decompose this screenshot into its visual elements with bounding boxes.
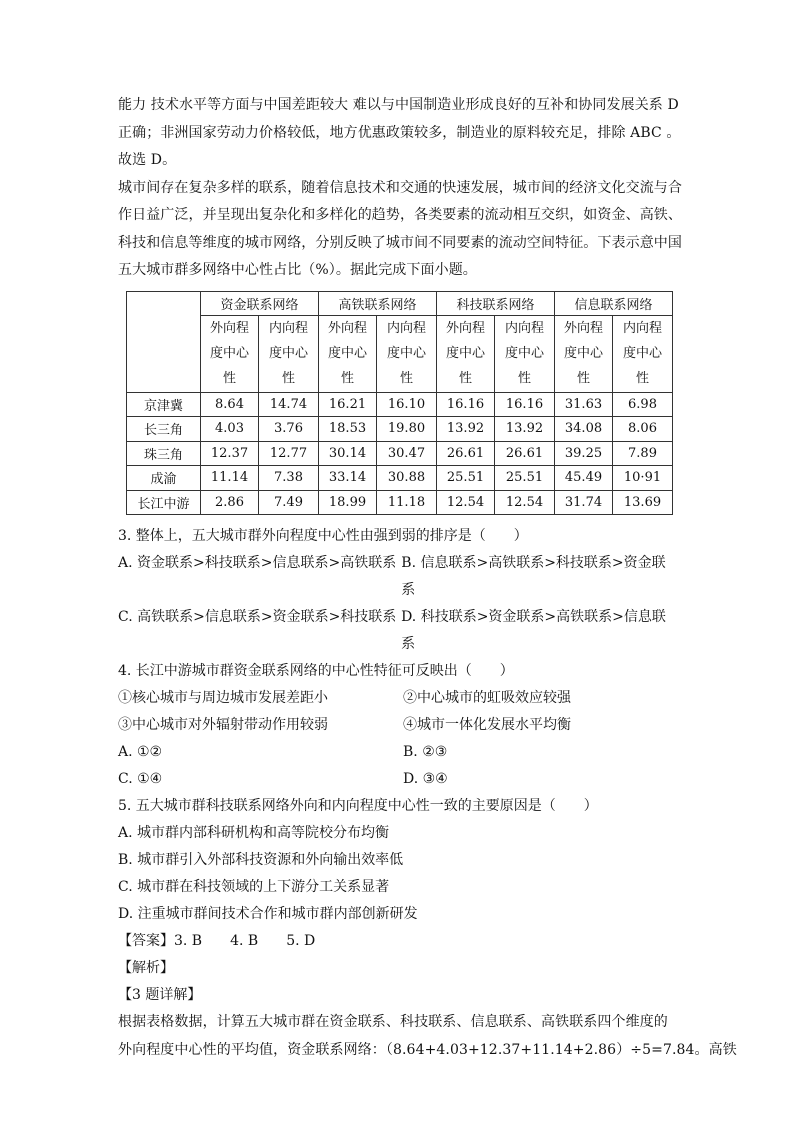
table-cell: 31.63 (555, 392, 613, 417)
question-5 (118, 793, 678, 928)
option-c: C. 城市群在科技领域的上下游分工关系显著 (118, 879, 390, 895)
intro-text (118, 92, 682, 285)
table-cell: 39.25 (555, 441, 613, 466)
table-cell: 33.14 (319, 466, 377, 491)
table-row (127, 417, 673, 442)
table-cell: 11.18 (377, 490, 437, 515)
text-line: 故选 D。 (118, 152, 177, 168)
table-cell: 7.89 (613, 441, 673, 466)
row-label: 长三角 (127, 417, 201, 442)
answer-line: 【答案】3. B 4. B 5. D (118, 933, 316, 949)
table-cell: 13.92 (495, 417, 555, 442)
table-cell: 11.14 (201, 466, 259, 491)
option-a: A. ①② (118, 744, 163, 760)
table-cell: 31.74 (555, 490, 613, 515)
table-cell: 34.08 (555, 417, 613, 442)
table-cell: 8.64 (201, 392, 259, 417)
table-cell: 12.54 (495, 490, 555, 515)
table-cell: 16.16 (437, 392, 495, 417)
statement-4: ④城市一体化发展水平均衡 (403, 717, 571, 733)
table-cell: 7.49 (259, 490, 319, 515)
table-cell: 12.77 (259, 441, 319, 466)
option-d: D. ③④ (403, 771, 448, 787)
question-stem: 3. 整体上，五大城市群外向程度中心性由强到弱的排序是（ ） (118, 528, 528, 544)
table-cell: 7.38 (259, 466, 319, 491)
option-b: B. ②③ (403, 744, 448, 760)
option-d: D. 科技联系>资金联系>高铁联系>信息联系 (401, 609, 666, 652)
row-label: 长江中游 (127, 490, 201, 515)
column-group-header: 科技联系网络 (437, 291, 555, 315)
table-row (127, 490, 673, 515)
column-group-header: 信息联系网络 (555, 291, 673, 315)
option-row (118, 766, 678, 793)
column-subheader: 外向程 度中心 性 (437, 315, 495, 392)
table-body (127, 392, 673, 515)
column-subheader: 内向程 度中心 性 (377, 315, 437, 392)
question-3 (118, 523, 678, 658)
text-line: 科技和信息等维度的城市网络，分别反映了城市间不同要素的流动空间特征。下表示意中国 (118, 234, 682, 251)
text-line: 外向程度中心性的平均值，资金联系网络：（8.64+4.03+12.37+11.14+2.86）÷5=7.84。高铁 (118, 1041, 737, 1058)
table-cell: 18.99 (319, 490, 377, 515)
statement-3: ③中心城市对外辐射带动作用较弱 (118, 717, 328, 733)
table-cell: 3.76 (259, 417, 319, 442)
text-line: 正确；非洲国家劳动力价格较低，地方优惠政策较多，制造业的原料较充足，排除 ABC 。 (118, 124, 681, 141)
option-row (118, 604, 678, 658)
detail-heading: 【3 题详解】 (118, 987, 202, 1003)
table-cell: 8.06 (613, 417, 673, 442)
statement-2: ②中心城市的虹吸效应较强 (403, 690, 571, 706)
table-header-row (127, 291, 673, 315)
option-c: C. ①④ (118, 771, 163, 787)
table-cell: 26.61 (437, 441, 495, 466)
table-cell: 25.51 (495, 466, 555, 491)
table-cell: 14.74 (259, 392, 319, 417)
statement-1: ①核心城市与周边城市发展差距小 (118, 690, 328, 706)
table-cell: 19.80 (377, 417, 437, 442)
table-cell: 16.21 (319, 392, 377, 417)
analysis-heading: 【解析】 (118, 960, 174, 976)
table-cell: 10·91 (613, 466, 673, 491)
table-corner-cell (127, 291, 201, 392)
table-cell: 30.47 (377, 441, 437, 466)
column-subheader: 外向程 度中心 性 (555, 315, 613, 392)
table-cell: 13.69 (613, 490, 673, 515)
option-row (118, 739, 678, 766)
column-subheader: 外向程 度中心 性 (201, 315, 259, 392)
table-cell: 16.16 (495, 392, 555, 417)
option-b: B. 信息联系>高铁联系>科技联系>资金联系 (401, 555, 666, 598)
text-line: 根据表格数据，计算五大城市群在资金联系、科技联系、信息联系、高铁联系四个维度的 (118, 1014, 668, 1030)
table-cell: 25.51 (437, 466, 495, 491)
table-cell: 13.92 (437, 417, 495, 442)
option-a: A. 城市群内部科研机构和高等院校分布均衡 (118, 825, 390, 841)
table-cell: 2.86 (201, 490, 259, 515)
column-subheader: 外向程 度中心 性 (319, 315, 377, 392)
option-row (118, 550, 678, 604)
column-subheader: 内向程 度中心 性 (495, 315, 555, 392)
table-cell: 45.49 (555, 466, 613, 491)
option-d: D. 注重城市群间技术合作和城市群内部创新研发 (118, 906, 418, 922)
option-a: A. 资金联系>科技联系>信息联系>高铁联系 (118, 555, 397, 571)
table-row (127, 392, 673, 417)
table-cell: 12.54 (437, 490, 495, 515)
table-cell: 26.61 (495, 441, 555, 466)
column-group-header: 资金联系网络 (201, 291, 319, 315)
text-line: 作日益广泛，并呈现出复杂化和多样化的趋势，各类要素的流动相互交织，如资金、高铁、 (118, 207, 682, 223)
table-cell: 18.53 (319, 417, 377, 442)
option-c: C. 高铁联系>信息联系>资金联系>科技联系 (118, 609, 397, 625)
row-label: 珠三角 (127, 441, 201, 466)
question-stem: 4. 长江中游城市群资金联系网络的中心性特征可反映出（ ） (118, 663, 514, 679)
table-cell: 30.14 (319, 441, 377, 466)
text-line: 能力 技术水平等方面与中国差距较大 难以与中国制造业形成良好的互补和协同发展关系 D (118, 97, 679, 113)
table-subheader-row (127, 315, 673, 392)
table-row (127, 441, 673, 466)
table-cell: 4.03 (201, 417, 259, 442)
row-label: 成渝 (127, 466, 201, 491)
option-b: B. 城市群引入外部科技资源和外向输出效率低 (118, 852, 404, 868)
question-4 (118, 658, 678, 793)
column-subheader: 内向程 度中心 性 (259, 315, 319, 392)
table-row (127, 466, 673, 491)
table-cell: 12.37 (201, 441, 259, 466)
row-label: 京津冀 (127, 392, 201, 417)
text-line: 五大城市群多网络中心性占比（%）。据此完成下面小题。 (118, 262, 477, 278)
table-cell: 16.10 (377, 392, 437, 417)
statement-row (118, 712, 678, 739)
statement-row (118, 685, 678, 712)
column-group-header: 高铁联系网络 (319, 291, 437, 315)
data-table (126, 291, 673, 516)
table-cell: 6.98 (613, 392, 673, 417)
table-cell: 30.88 (377, 466, 437, 491)
text-line: 城市间存在复杂多样的联系，随着信息技术和交通的快速发展，城市间的经济文化交流与合 (118, 179, 682, 196)
document-page (118, 92, 737, 1064)
column-subheader: 内向程 度中心 性 (613, 315, 673, 392)
question-stem: 5. 五大城市群科技联系网络外向和内向程度中心性一致的主要原因是（ ） (118, 798, 598, 814)
